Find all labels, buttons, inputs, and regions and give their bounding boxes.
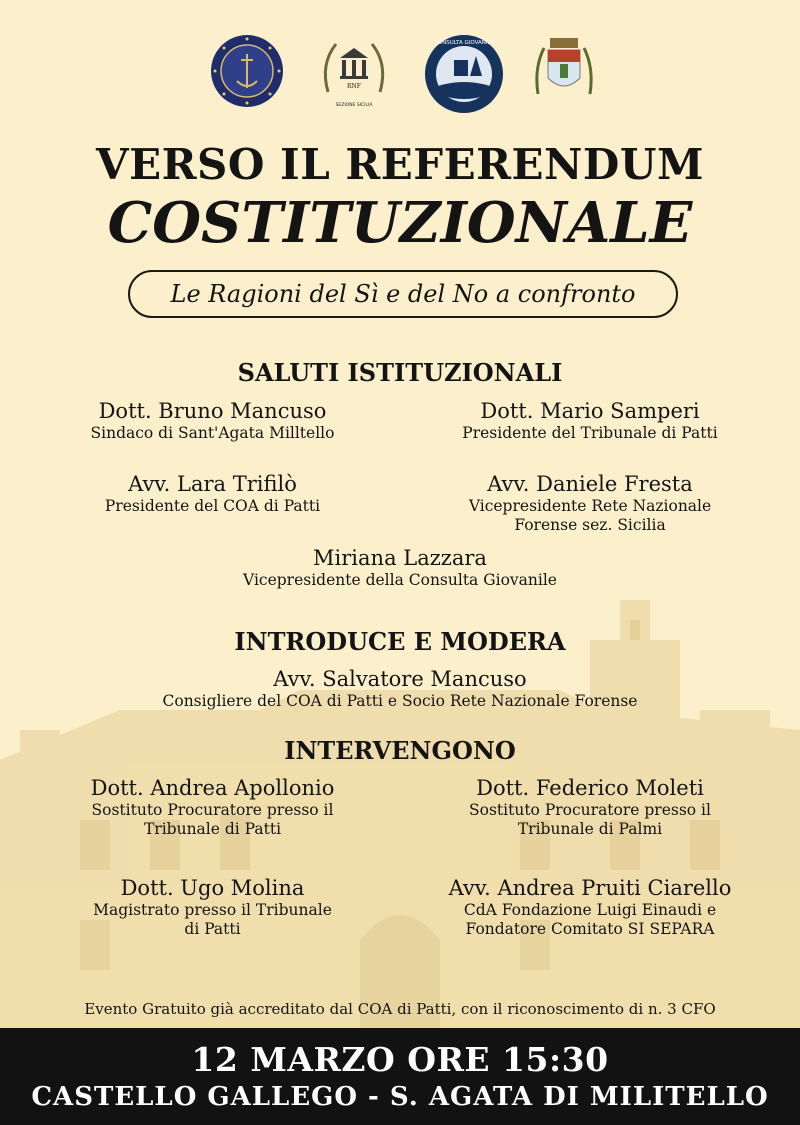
speaker-daniele-fresta: [415, 471, 765, 535]
speaker-role: Magistrato presso il Tribunale: [93, 901, 332, 919]
speaker-role: Sostituto Procuratore presso il: [469, 801, 711, 819]
event-location: CASTELLO GALLEGO - S. AGATA DI MILITELLO: [31, 1082, 769, 1112]
speaker-mario-samperi: [415, 398, 765, 443]
speaker-role: Consigliere del COA di Patti e Socio Rete Nazionale Forense: [162, 692, 638, 710]
subtitle: Le Ragioni del Sì e del No a confronto: [128, 270, 678, 318]
section-heading-modera: INTRODUCE E MODERA: [234, 627, 566, 656]
speaker-role: Tribunale di Palmi: [517, 820, 663, 838]
event-date-banner: [0, 1028, 800, 1125]
title-line-1: VERSO IL REFERENDUM: [96, 140, 704, 189]
speaker-role: Vicepresidente della Consulta Giovanile: [243, 571, 557, 589]
svg-text:CONSULTA GIOVANILE: CONSULTA GIOVANILE: [433, 40, 495, 46]
speaker-name: Avv. Lara Trifilò: [128, 472, 297, 496]
speaker-ugo-molina: [40, 875, 385, 939]
consulta-giovanile-logo: [424, 34, 504, 114]
speaker-role: Fondatore Comitato SI SEPARA: [465, 920, 715, 938]
speaker-name: Avv. Daniele Fresta: [487, 472, 693, 496]
section-heading-intervengono: INTERVENGONO: [284, 736, 516, 765]
speaker-role: Sostituto Procuratore presso il: [91, 801, 334, 819]
speaker-name: Avv. Andrea Pruiti Ciarello: [448, 876, 732, 900]
speaker-miriana-lazzara: [150, 545, 650, 590]
speaker-role: Tribunale di Patti: [143, 820, 282, 838]
speaker-name: Dott. Andrea Apollonio: [90, 776, 335, 800]
logo-row: [0, 34, 800, 120]
section-heading-saluti: SALUTI ISTITUZIONALI: [237, 358, 563, 387]
svg-text:SEZIONE SICILIA: SEZIONE SICILIA: [335, 103, 373, 108]
title-line-2: COSTITUZIONALE: [107, 190, 693, 256]
speaker-name: Dott. Mario Samperi: [480, 399, 700, 423]
comune-stemma-logo: [534, 34, 594, 106]
rete-nazionale-forense-logo: [318, 34, 390, 110]
svg-text:RNF: RNF: [347, 83, 361, 90]
speaker-lara-trifilo: [40, 471, 385, 516]
speaker-role: Sindaco di Sant'Agata Milltello: [90, 424, 335, 442]
speaker-name: Dott. Federico Moleti: [476, 776, 704, 800]
speaker-name: Avv. Salvatore Mancuso: [273, 667, 527, 691]
speaker-bruno-mancuso: [40, 398, 385, 443]
speaker-name: Miriana Lazzara: [313, 546, 487, 570]
speaker-name: Dott. Bruno Mancuso: [98, 399, 327, 423]
speaker-role: Presidente del Tribunale di Patti: [462, 424, 718, 442]
speaker-andrea-apollonio: [40, 775, 385, 839]
speaker-name: Dott. Ugo Molina: [120, 876, 305, 900]
ordine-avvocati-patti-logo: [210, 34, 284, 108]
speaker-andrea-pruiti-ciarello: [415, 875, 765, 939]
speaker-role: Vicepresidente Rete Nazionale: [468, 497, 712, 515]
speaker-role: Presidente del COA di Patti: [104, 497, 321, 515]
accreditation-note: Evento Gratuito già accreditato dal COA di Patti, con il riconoscimento di n. 3 CFO: [84, 1000, 716, 1018]
speaker-role: CdA Fondazione Luigi Einaudi e: [463, 901, 717, 919]
speaker-role: Forense sez. Sicilia: [514, 516, 666, 534]
speaker-salvatore-mancuso: [100, 666, 700, 711]
speaker-federico-moleti: [415, 775, 765, 839]
event-date-time: 12 MARZO ORE 15:30: [191, 1040, 609, 1079]
speaker-role: di Patti: [184, 920, 241, 938]
